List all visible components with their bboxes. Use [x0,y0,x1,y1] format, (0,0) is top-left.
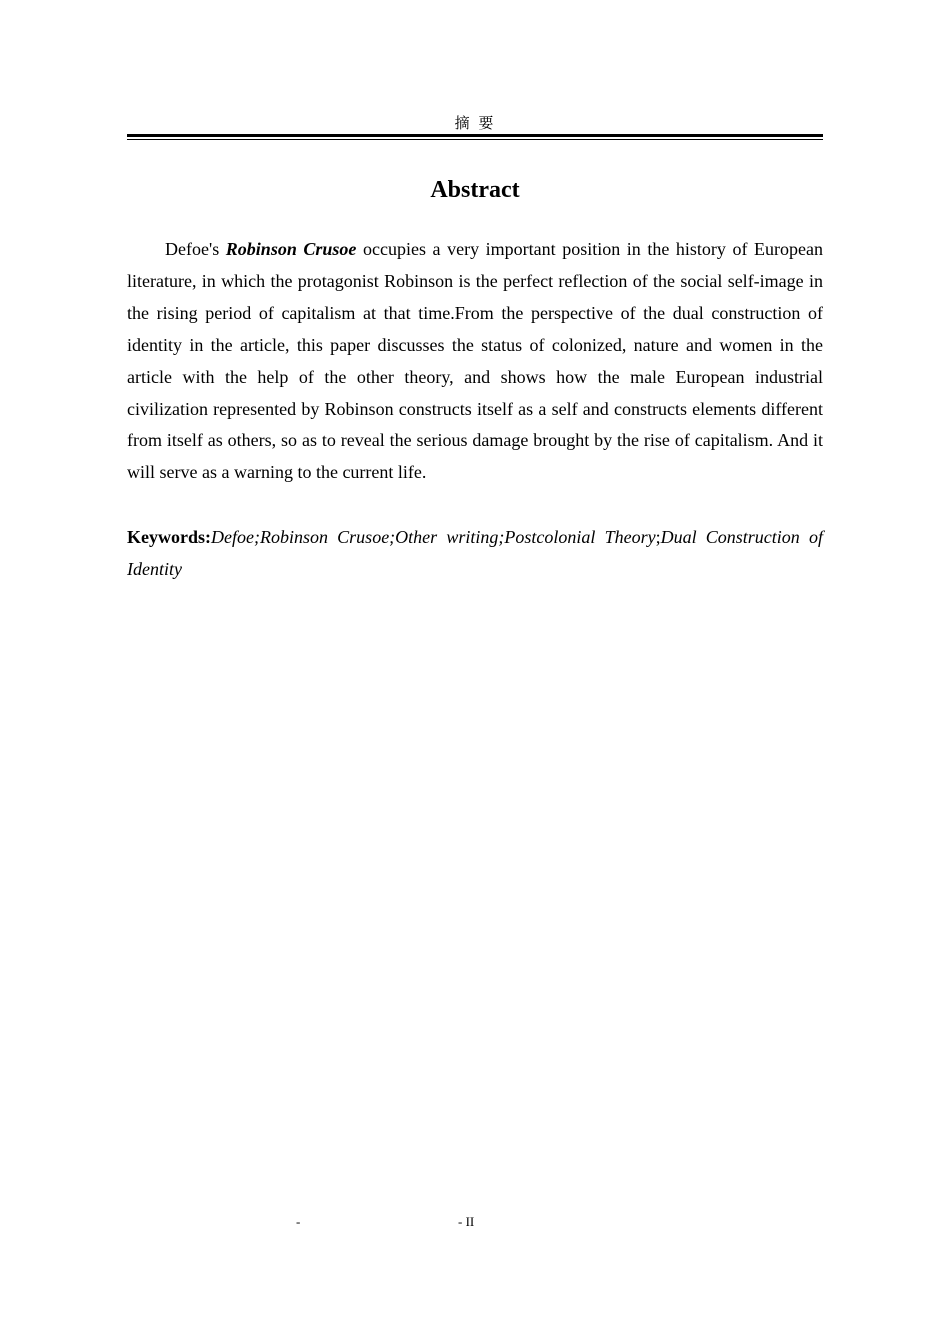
abstract-work-title: Robinson Crusoe [225,239,357,259]
keywords-label: Keywords: [127,527,211,547]
footer-dash: - [296,1214,301,1229]
keywords-separator: ; [655,527,661,547]
keywords-list-part1: Defoe;Robinson Crusoe;Other writing;Postcolonial Theory [211,527,656,547]
header-rule-thick [127,134,823,137]
keywords-list-part2: Dual Construction of Identity [127,527,823,579]
page-number: - II [458,1214,475,1229]
header-label: 摘 要 [454,114,496,132]
header-rule-thin [127,139,823,140]
running-header [127,113,823,133]
abstract-body: occupies a very important position in the history of European literature, in which the protagonist Robinson is the perfect reflection of the social self-image in the rising period of capitalism at that time.From the perspective of the dual construction of identity in the article, this paper discusses the status of colonized, nature and women in the article with the help of the other theory, and shows how the male European industrial civilization represented by Robinson constructs itself as a self and constructs elements different from itself as others, so as to reveal the serious damage brought by the rise of capitalism. And it will serve as a warning to the current life. [127,239,823,483]
page-title: Abstract [430,177,520,203]
abstract-lead: Defoe's [165,239,226,259]
abstract-paragraph [127,234,823,489]
keywords-line [127,521,823,585]
